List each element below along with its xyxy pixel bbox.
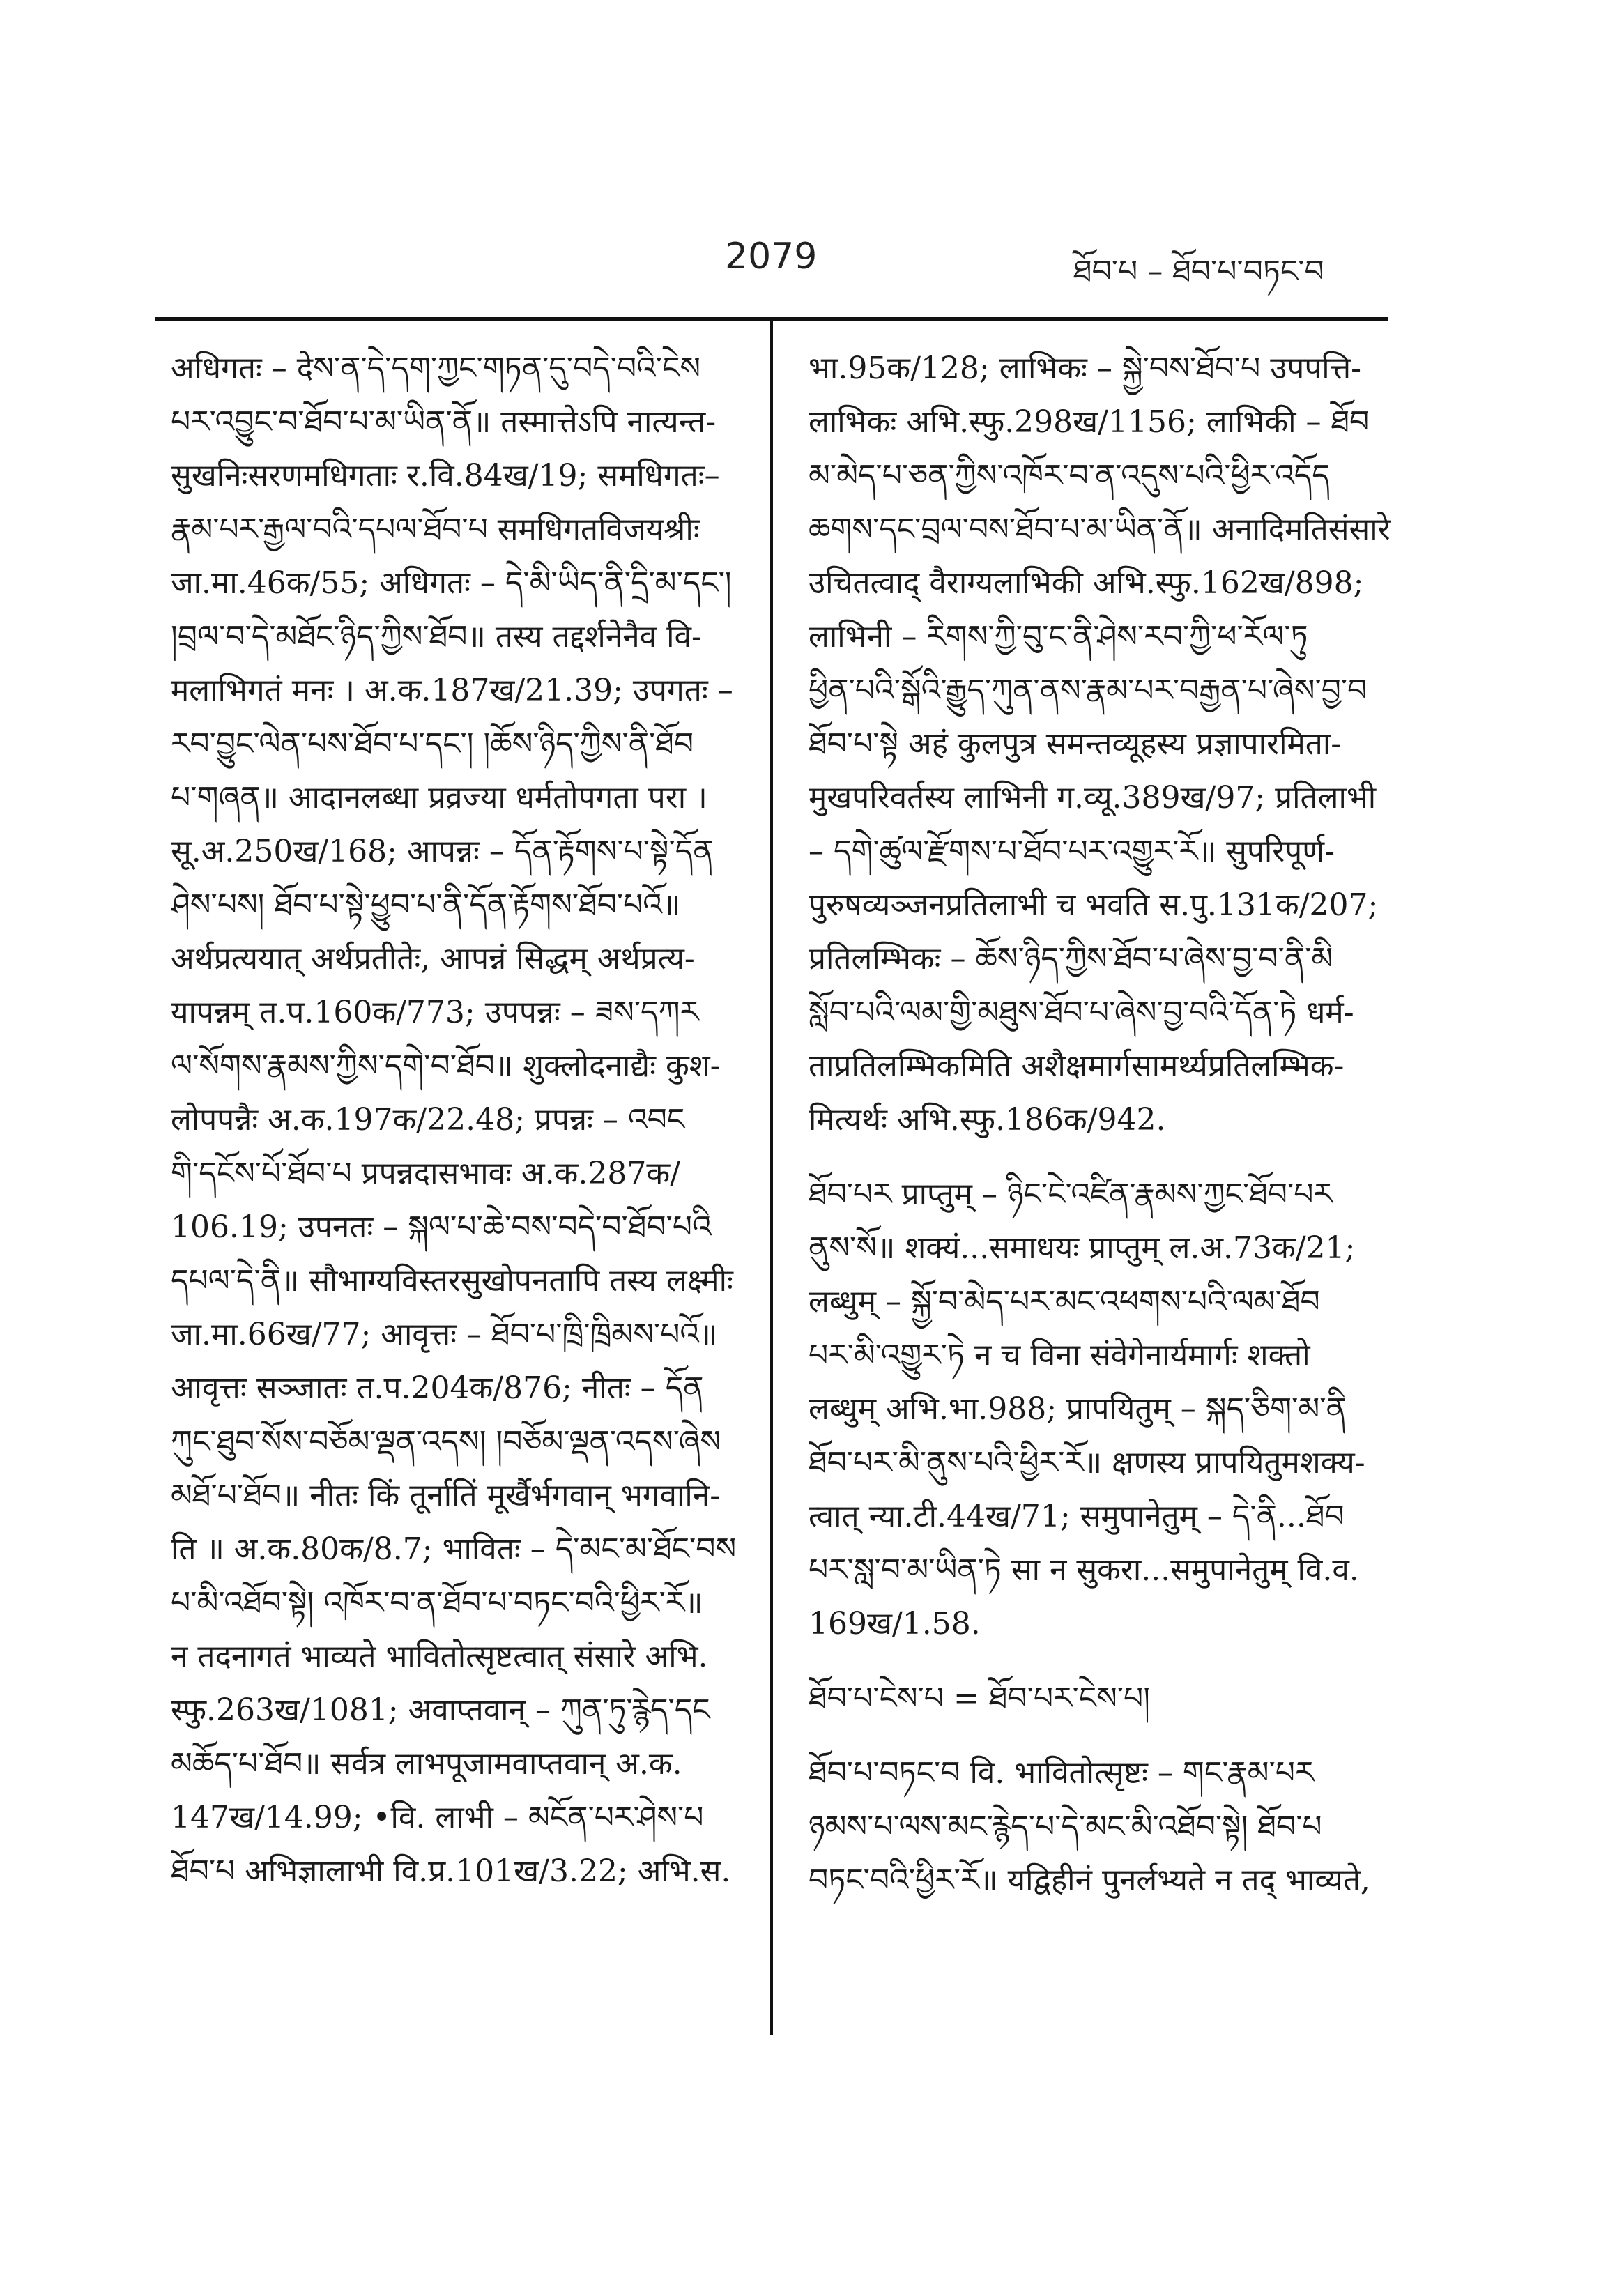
text-line: མཆོད་པ་ཐོབ॥ सर्वत्र लाभपूजामवाप्तवान् अ.क. [171,1746,682,1782]
text-line: जा.मा.46क/55; अधिगतः – དེ་མི་ཡིད་ནི་དྲི་མ་དང་། [171,565,732,601]
text-line: ताप्रतिलम्भिकमिति अशैक्षमार्गसामर्थ्यप्रतिलम्भिक- [809,1048,1345,1084]
text-line: लाभिनी – རིགས་ཀྱི་བུ་ང་ནི་ཤེས་རབ་ཀྱི་ཕ་རོལ་ཏུ [809,619,1308,655]
text-line: པར་མི་འགྱུར་ཏེ न च विना संवेगेनार्यमार्गः शक्तो [809,1338,1310,1373]
text-line: उचितत्वाद् वैराग्यलाभिकी अभि.स्फु.162ख/898; [809,565,1364,601]
text-line: मित्यर्थः अभि.स्फु.186क/942. [809,1102,1166,1138]
text-line: ཤེས་པས། ཐོབ་པ་སྟེ་ཕྱུབ་པ་ནི་དོན་རྟོགས་ཐོབ་པའོ॥ [171,887,681,923]
text-line: मलाभिगतं मनः । अ.क.187ख/21.39; उपगतः – [171,673,733,708]
text-line: लब्धुम् अभि.भा.988; प्रापयितुम् – སྐད་ཅིག་མ་ནི [809,1391,1347,1427]
text-line: लाभिकः अभि.स्फु.298ख/1156; लाभिकी – ཐོབ [809,404,1370,440]
text-line: ཀུང་ཐུབ་སོས་བཅོམ་ལྡན་འདས། །བཅོམ་ལྡན་འདས་ཞེས [171,1424,721,1460]
page-number: 2079 [725,236,818,277]
text-line: मुखपरिवर्तस्य लाभिनी ग.व्यू.389ख/97; प्रतिलाभी [809,780,1377,816]
text-line: सू.अ.250ख/168; आपन्नः – དོན་རྟོགས་པ་སྟེ་དོན [171,834,714,869]
text-line: 169ख/1.58. [809,1606,981,1642]
text-line: अधिगतः – देས་ན་དེ་དག་ཀྱང་གཏན་དུ་བདེ་བའི་ངེས [171,351,701,386]
text-line: རྣམ་པར་རྒྱལ་བའི་དཔལ་ཐོབ་པ समधिगतविजयश्रीः [171,512,700,547]
text-line: ཐོབ་པར་མི་ནུས་པའི་ཕྱིར་རོ॥ क्षणस्य प्रापयितुमशक्य- [809,1445,1365,1481]
text-line: སློབ་པའི་ལམ་གྱི་མཐུས་ཐོབ་པ་ཞེས་བྱ་བའི་དོན་ཏེ धर्म- [809,995,1354,1030]
right-column [809,342,1401,1907]
text-line: པ་གཞན॥ आदानलब्धा प्रव्रज्या धर्मतोपगता परा । [171,780,707,816]
text-line: ནུས་སོ॥ शक्यं...समाधयः प्राप्तुम् ल.अ.73क/21; [809,1230,1356,1266]
paragraph-gap [809,1725,1401,1746]
text-line: लब्धुम् – སྐྱོ་བ་མེད་པར་མང་འཕགས་པའི་ལམ་ཐོབ [809,1284,1320,1319]
paragraph-gap [809,1651,1401,1671]
page-header [0,0,1624,328]
text-line: यापन्नम् त.प.160क/773; उपपन्नः – ཟས་དཀར [171,995,699,1030]
text-line: པ་མི་འཐོབ་སྟེ། འཁོར་བ་ན་ཐོབ་པ་བཏང་བའི་ཕྱིར་རོ॥ [171,1585,703,1621]
running-head: ཐོབ་པ – ཐོབ་པ་བཏང་བ [1073,254,1324,289]
entry-line: ཐོབ་པར प्राप्तुम् – ཉིང་ངེ་འཛིན་རྣམས་ཀྱང་ཐོབ་པར [809,1177,1333,1212]
text-line: པར་འབྱུང་བ་ཐོབ་པ་མ་ཡིན་ནོ॥ तस्मात्तेऽपि नात्यन्त- [171,404,717,440]
text-line: གི་དངོས་པོ་ཐོབ་པ प्रपन्नदासभावः अ.क.287क/ [171,1156,680,1191]
text-line: ཐོབ་པ་སྟེ अहं कुलपुत्र समन्तव्यूहस्य प्रज्ञापारमिता- [809,726,1342,762]
text-line: མཐོ་པ་ཐོབ॥ नीतः किं तूर्नातिं मूर्खैर्भगवान् भगवानि- [171,1478,721,1513]
text-line: न तदनागतं भाव्यते भावितोत्सृष्टत्वात् संसारे अभि. [171,1639,708,1674]
text-line: །བྲལ་བ་དེ་མཐོང་ཉིད་ཀྱིས་ཐོབ॥ तस्य तद्दर्शनेनैव वि- [171,619,702,655]
paragraph-gap [809,1147,1401,1168]
text-line: अर्थप्रत्ययात् अर्थप्रतीतेः, आपन्नं सिद्धम् अर्थप्रत्य- [171,941,695,977]
text-line: भा.95क/128; लाभिकः – སྐྱེ་བས་ཐོབ་པ उपपत्ति- [809,351,1361,386]
text-line: सुखनिःसरणमधिगताः र.वि.84ख/19; समधिगतः– [171,458,720,494]
text-line: – དགེ་ཚུལ་རྫོགས་པ་ཐོབ་པར་འགྱུར་རོ॥ सुपरिपूर्ण- [809,834,1335,869]
text-line: 106.19; उपनतः – སྐལ་པ་ཆེ་བས་བདེ་བ་ཐོབ་པའི [171,1209,712,1245]
text-line: མ་མེད་པ་ཅན་ཀྱིས་འཁོར་བ་ན་འདུས་པའི་ཕྱིར་འདོད [809,458,1330,494]
text-line: དཔལ་དེ་ནི॥ सौभाग्यविस्तरसुखोपनतापि तस्य लक्ष्मीः [171,1263,733,1299]
text-line: བཏང་བའི་ཕྱིར་རོ॥ यद्विहीनं पुनर्लभ्यते न तद् भाव्यते, [809,1862,1370,1898]
text-line: पुरुषव्यञ्जनप्रतिलाभी च भवति स.पु.131क/207; [809,887,1379,923]
text-line: आवृत्तः सञ्जातः त.प.204क/876; नीतः – དོན [171,1370,704,1406]
text-line: लोपपन्नैः अ.क.197क/22.48; प्रपन्नः – འབང [171,1102,685,1138]
column-divider [770,321,773,2035]
entry-line: ཐོབ་པ་བཏང་བ वि. भावितोत्सृष्टः – གང་རྣམ་པར [809,1755,1315,1791]
text-line: ཉམས་པ་ལས་མང་རྙེད་པ་དེ་མང་མི་འཐོབ་སྟེ། ཐོབ་པ [809,1809,1322,1844]
text-line: ཆགས་དང་བྲལ་བས་ཐོབ་པ་མ་ཡིན་ནོ॥ अनादिमतिसंसारे [809,512,1391,547]
text-line: རབ་བྱུང་ལེན་པས་ཐོབ་པ་དང་། །ཆོས་ཉིད་ཀྱིས་ནི་ཐོབ [171,726,694,762]
text-line: པར་སླ་བ་མ་ཡིན་ཏེ सा न सुकरा...समुपानेतुम् वि.व. [809,1552,1359,1588]
text-line: ཐོབ་པ अभिज्ञालाभी वि.प्र.101ख/3.22; अभि.स. [171,1853,731,1889]
text-line: जा.मा.66ख/77; आवृत्तः – ཐོབ་པ་ཁྲི་ཁྲིམས་པའོ॥ [171,1317,718,1352]
text-line: स्फु.263ख/1081; अवाप्तवान् – ཀུན་ཏུ་རྙེད་དང [171,1692,710,1728]
text-line: ལ་སོགས་རྣམས་ཀྱིས་དགེ་བ་ཐོབ॥ शुक्लोदनाद्यैः कुश- [171,1048,721,1084]
text-line: ति ॥ अ.क.80क/8.7; भावितः – དེ་མང་མ་ཐོང་བས [171,1531,737,1567]
entry-line: ཐོབ་པ་ངེས་པ = ཐོབ་པར་ངེས་པ། [809,1681,1151,1716]
text-line: ཕྱིན་པའི་སྒོའི་རྒྱུད་ཀུན་ནས་རྣམ་པར་བརྒྱན་པ་ཞེས་བྱ་བ [809,673,1368,708]
text-line: त्वात् न्या.टी.44ख/71; समुपानेतुम् – དེ་ནི...ཐོབ [809,1499,1345,1534]
text-line: प्रतिलम्भिकः – ཆོས་ཉིད་ཀྱིས་ཐོབ་པ་ཞེས་བྱ་བ་ནི་མི [809,941,1333,977]
text-line: 147ख/14.99; •वि. लाभी – མངོན་པར་ཤེས་པ [171,1800,704,1835]
left-column [171,342,749,1898]
